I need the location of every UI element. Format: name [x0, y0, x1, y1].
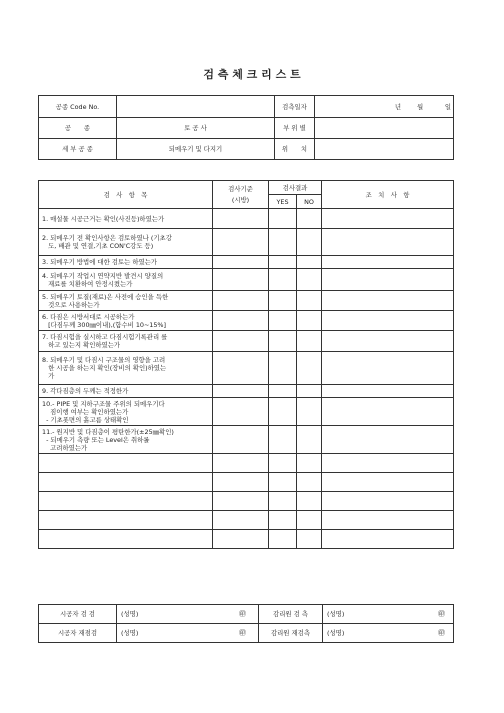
checklist-item-line: 짐이행 여부는 확인하였는가	[42, 407, 129, 416]
yes-cell[interactable]	[269, 256, 297, 269]
checklist-item-line: 2. 되메우기 전 확인사항은 검토하였나 (기초강	[42, 234, 172, 242]
sign-placeholder: (성명)	[327, 609, 345, 618]
standard-cell[interactable]	[213, 331, 269, 352]
yes-cell[interactable]	[269, 398, 297, 426]
checklist-row	[39, 492, 454, 511]
checklist-item-line: - 되메우기 측량 또는 Level은 취하롤	[42, 435, 150, 444]
standard-cell[interactable]	[213, 473, 269, 492]
no-cell[interactable]	[297, 492, 322, 511]
checklist-row	[39, 331, 454, 352]
yes-cell[interactable]	[269, 229, 297, 256]
action-cell[interactable]	[322, 454, 454, 473]
standard-cell[interactable]	[213, 492, 269, 511]
yes-cell[interactable]	[269, 209, 297, 229]
checklist-row	[39, 291, 454, 311]
yes-cell[interactable]	[269, 492, 297, 511]
action-cell[interactable]	[322, 511, 454, 530]
standard-cell[interactable]	[213, 511, 269, 530]
yes-cell[interactable]	[269, 311, 297, 331]
checklist-row	[39, 269, 454, 291]
checklist-item-line: 8. 되메우기 및 다짐시 구조물의 영향을 고려	[42, 356, 166, 364]
contractor-inspect-label: 시공자 검 검	[39, 605, 117, 624]
date-label: 검측일자	[275, 96, 315, 118]
no-cell[interactable]	[297, 398, 322, 426]
contractor-inspect-sign[interactable]	[117, 605, 259, 624]
yes-cell[interactable]	[269, 511, 297, 530]
checklist-item-line: 재료를 치환하여 안정시켰는가	[42, 279, 133, 288]
checklist-item-line: 하고 있는지 확인하였는가	[42, 341, 121, 349]
yes-cell[interactable]	[269, 269, 297, 291]
action-cell[interactable]	[322, 311, 454, 331]
standard-cell[interactable]	[213, 209, 269, 229]
checklist-item-line: - 기초폿면의 흙고름 상태확인	[42, 415, 129, 424]
checklist-item	[39, 291, 213, 311]
no-cell[interactable]	[297, 454, 322, 473]
sign-placeholder: (성명)	[121, 609, 139, 618]
stamp-icon: ㊞	[239, 628, 246, 637]
action-cell[interactable]	[322, 331, 454, 352]
sign-placeholder: (성명)	[121, 628, 139, 637]
checklist-item	[39, 209, 213, 229]
checklist-item	[39, 454, 213, 473]
col-no-header: NO	[297, 195, 322, 209]
code-field[interactable]	[117, 96, 275, 118]
no-cell[interactable]	[297, 229, 322, 256]
action-cell[interactable]	[322, 473, 454, 492]
checklist-item-line: 1. 매설물 시공근거는 확인(사진등)하였는가	[42, 214, 165, 223]
supervisor-inspect-sign[interactable]	[323, 605, 454, 624]
checklist-item-line: 5. 되메우기 토질(재료)은 사전에 승인을 득한	[42, 292, 169, 301]
part-label: 부 위 별	[275, 118, 315, 139]
yes-cell[interactable]	[269, 454, 297, 473]
standard-cell[interactable]	[213, 398, 269, 426]
checklist-row	[39, 511, 454, 530]
standard-cell[interactable]	[213, 229, 269, 256]
checklist-row	[39, 398, 454, 426]
col-standard-line1: 검사기준	[228, 185, 253, 193]
checklist-row	[39, 454, 454, 473]
contractor-reinspect-label: 시공자 재점검	[39, 624, 117, 643]
checklist-item	[39, 492, 213, 511]
no-cell[interactable]	[297, 530, 322, 549]
stamp-icon: ㊞	[438, 628, 445, 637]
checklist-row	[39, 473, 454, 492]
action-cell[interactable]	[322, 229, 454, 256]
checklist-row	[39, 229, 454, 256]
standard-cell[interactable]	[213, 426, 269, 454]
checklist-item-line: 10.- PIPE 및 지하구조물 주위의 되메우기다	[42, 399, 165, 408]
checklist-item-line: 4. 되메우기 작업시 연약지반 발견시 양질의	[42, 271, 164, 280]
action-cell[interactable]	[322, 530, 454, 549]
sign-placeholder: (성명)	[327, 628, 345, 637]
header-table	[38, 95, 454, 160]
checklist-item	[39, 331, 213, 352]
part-field[interactable]	[315, 118, 454, 139]
no-cell[interactable]	[297, 331, 322, 352]
action-cell[interactable]	[322, 426, 454, 454]
standard-cell[interactable]	[213, 454, 269, 473]
signature-table	[38, 604, 454, 643]
checklist-row	[39, 352, 454, 385]
checklist-table	[38, 180, 454, 549]
checklist-item	[39, 269, 213, 291]
col-standard-line2: (시방)	[231, 196, 250, 204]
action-cell[interactable]	[322, 209, 454, 229]
yes-cell[interactable]	[269, 291, 297, 311]
yes-cell[interactable]	[269, 331, 297, 352]
date-field[interactable]	[315, 96, 454, 118]
standard-cell[interactable]	[213, 311, 269, 331]
no-cell[interactable]	[297, 311, 322, 331]
checklist-item-line: 고려하였는가	[42, 443, 88, 452]
standard-cell[interactable]	[213, 385, 269, 398]
no-cell[interactable]	[297, 426, 322, 454]
standard-cell[interactable]	[213, 291, 269, 311]
page-title: 검 측 체 크 리 스 트	[203, 68, 301, 81]
action-cell[interactable]	[322, 398, 454, 426]
action-cell[interactable]	[322, 269, 454, 291]
checklist-item-line: 9. 각다짐층의 두께는 적정한가	[42, 387, 129, 395]
location-field[interactable]	[315, 139, 454, 160]
action-cell[interactable]	[322, 352, 454, 385]
checklist-item-line: 11.- 원지반 및 다짐층이 평탄한가(±25㎜확인)	[42, 427, 174, 436]
date-month: 월	[416, 102, 424, 111]
col-item-header: 검 사 항 목	[39, 181, 213, 209]
action-cell[interactable]	[322, 291, 454, 311]
no-cell[interactable]	[297, 256, 322, 269]
checklist-row	[39, 209, 454, 229]
no-cell[interactable]	[297, 209, 322, 229]
no-cell[interactable]	[297, 352, 322, 385]
checklist-item-line: 한 시공을 하는지 확인(장비의 확인)하였는	[42, 364, 167, 372]
work-field[interactable]: 토 공 사	[117, 118, 275, 139]
checklist-item-line: [다짐두께 300㎜이내),(함수비 10~15%]	[42, 320, 166, 329]
checklist-item	[39, 473, 213, 492]
standard-cell[interactable]	[213, 269, 269, 291]
supervisor-inspect-label: 감리원 검 측	[259, 605, 323, 624]
checklist-item-line: 도, 배관 및 연결,기초 CON'C강도 등)	[42, 242, 154, 250]
date-year: 년	[394, 102, 401, 111]
yes-cell[interactable]	[269, 473, 297, 492]
supervisor-reinspect-label: 감리원 재검측	[259, 624, 323, 643]
code-label: 공종 Code No.	[39, 96, 117, 118]
col-yes-header: YES	[269, 195, 297, 209]
action-cell[interactable]	[322, 385, 454, 398]
checklist-item-line: 6. 다짐은 시방서대로 시공하는가	[42, 312, 135, 321]
no-cell[interactable]	[297, 511, 322, 530]
stamp-icon: ㊞	[438, 609, 445, 618]
no-cell[interactable]	[297, 269, 322, 291]
action-cell[interactable]	[322, 492, 454, 511]
no-cell[interactable]	[297, 385, 322, 398]
checklist-item-line: 7. 다짐시험을 실시하고 다짐시험기록관리 를	[42, 333, 168, 341]
checklist-item	[39, 256, 213, 269]
standard-cell[interactable]	[213, 256, 269, 269]
checklist-item	[39, 229, 213, 256]
checklist-item	[39, 530, 213, 549]
detail-field[interactable]: 되메우기 및 다지기	[117, 139, 275, 160]
contractor-reinspect-sign[interactable]	[117, 624, 259, 643]
checklist-row	[39, 256, 454, 269]
no-cell[interactable]	[297, 473, 322, 492]
no-cell[interactable]	[297, 291, 322, 311]
checklist-row	[39, 530, 454, 549]
checklist-item-line: 것으로 사용하는가	[42, 300, 100, 309]
checklist-item-line: 3. 되메우기 방법에 대한 검토는 하였는가	[42, 258, 158, 266]
stamp-icon: ㊞	[239, 609, 246, 618]
yes-cell[interactable]	[269, 530, 297, 549]
checklist-item	[39, 311, 213, 331]
date-day: 일	[444, 102, 452, 111]
yes-cell[interactable]	[269, 426, 297, 454]
col-result-header: 검사결과	[269, 181, 322, 195]
col-standard-header	[213, 181, 269, 209]
action-cell[interactable]	[322, 256, 454, 269]
work-label: 공 종	[39, 118, 117, 139]
supervisor-reinspect-sign[interactable]	[323, 624, 454, 643]
col-action-header: 조 치 사 항	[322, 181, 454, 209]
checklist-item	[39, 398, 213, 426]
location-label: 위 치	[275, 139, 315, 160]
standard-cell[interactable]	[213, 530, 269, 549]
checklist-row	[39, 385, 454, 398]
yes-cell[interactable]	[269, 352, 297, 385]
checklist-item	[39, 385, 213, 398]
checklist-item	[39, 426, 213, 454]
detail-label: 세 부 공 종	[39, 139, 117, 160]
checklist-item	[39, 352, 213, 385]
checklist-row	[39, 426, 454, 454]
checklist-row	[39, 311, 454, 331]
yes-cell[interactable]	[269, 385, 297, 398]
standard-cell[interactable]	[213, 352, 269, 385]
checklist-item-line: 가	[42, 372, 55, 380]
checklist-item	[39, 511, 213, 530]
